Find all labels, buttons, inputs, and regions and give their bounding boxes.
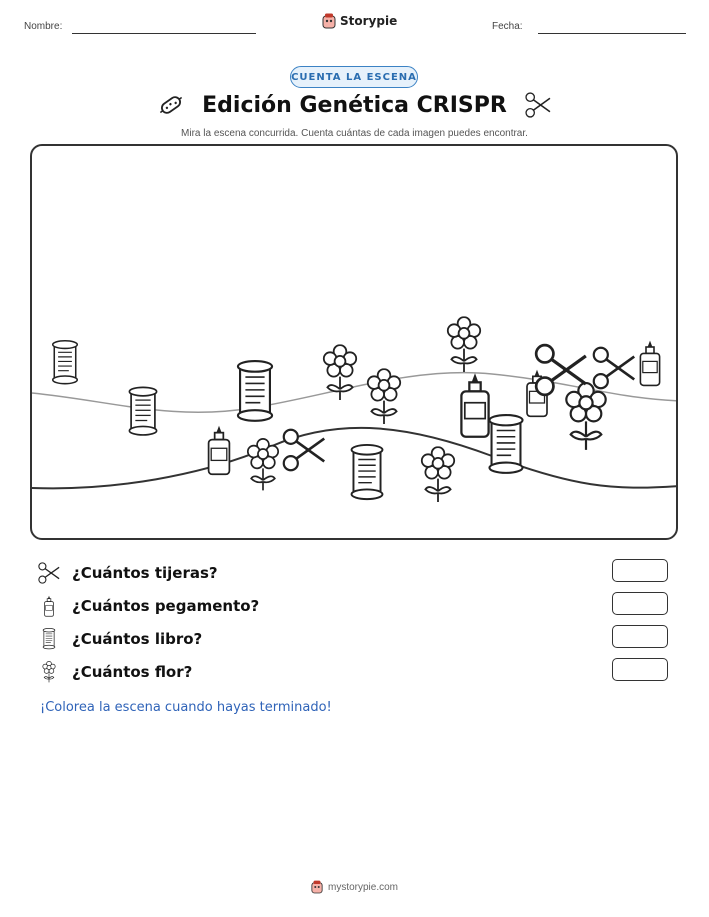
answer-box-glue[interactable]	[612, 592, 668, 615]
question-glue	[38, 594, 259, 618]
scroll-icon	[129, 387, 156, 435]
answer-box-flower[interactable]	[612, 658, 668, 681]
footer	[0, 880, 709, 894]
flower-icon	[448, 317, 480, 372]
coloring-instruction: ¡Colorea la escena cuando hayas terminado!	[40, 700, 332, 715]
scroll-icon	[489, 415, 522, 473]
footer-url[interactable]: mystorypie.com	[327, 881, 398, 893]
scissors-icon	[38, 562, 60, 584]
flower-icon	[368, 369, 400, 424]
scroll-icon	[38, 628, 60, 650]
instructions: Mira la escena concurrida. Cuenta cuántas de cada imagen puedes encontrar.	[181, 128, 528, 139]
brand-mascot-icon	[311, 880, 323, 894]
question-text: ¿Cuántos libro?	[72, 630, 203, 648]
glue-icon	[640, 341, 659, 386]
flower-icon	[566, 383, 605, 450]
scroll-icon	[352, 445, 383, 499]
date-input-line[interactable]	[538, 33, 686, 34]
scissors-icon	[525, 92, 551, 118]
flower-icon	[38, 661, 60, 683]
brand-logo	[322, 13, 397, 29]
question-text: ¿Cuántos tijeras?	[72, 564, 218, 582]
scene-illustration	[32, 146, 678, 540]
brand-name: Storypie	[340, 14, 398, 28]
counting-scene	[30, 144, 678, 540]
glue-icon	[209, 426, 230, 475]
scroll-icon	[238, 361, 272, 421]
glue-icon	[38, 595, 60, 617]
scissors-icon	[594, 348, 634, 388]
question-scissors	[38, 561, 218, 585]
question-text: ¿Cuántos flor?	[72, 663, 193, 681]
date-label: Fecha:	[492, 21, 523, 32]
name-input-line[interactable]	[72, 33, 256, 34]
page-title: Edición Genética CRISPR	[202, 92, 507, 118]
question-text: ¿Cuántos pegamento?	[72, 597, 260, 615]
page-title-row	[0, 92, 709, 118]
answer-box-scroll[interactable]	[612, 625, 668, 648]
activity-badge: CUENTA LA ESCENA	[290, 66, 418, 88]
scroll-icon	[53, 341, 78, 384]
brand-mascot-icon	[322, 13, 336, 29]
answer-box-scissors[interactable]	[612, 559, 668, 582]
bacteria-icon	[158, 92, 184, 118]
flower-icon	[422, 447, 454, 502]
flower-icon	[248, 439, 278, 490]
question-scroll	[38, 627, 202, 651]
name-label: Nombre:	[24, 21, 63, 32]
glue-icon	[461, 373, 488, 436]
question-flower	[38, 660, 192, 684]
